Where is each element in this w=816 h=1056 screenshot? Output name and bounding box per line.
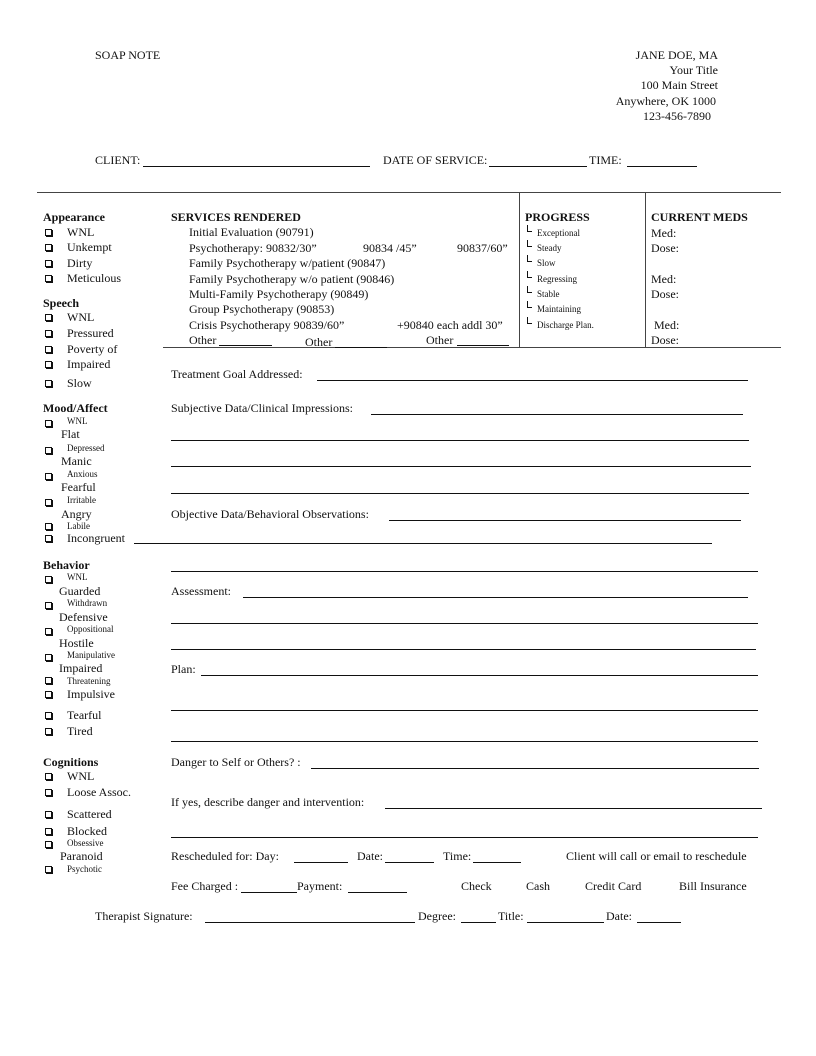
assessment-field[interactable] xyxy=(243,597,748,598)
cognitions-scattered-checkbox[interactable] xyxy=(45,811,52,818)
progress-heading: PROGRESS xyxy=(525,210,590,224)
treatment-goal-field[interactable] xyxy=(317,380,748,381)
progress-slow-checkbox[interactable] xyxy=(527,255,532,262)
behavior-tearful-label: Tearful xyxy=(67,708,102,722)
dose-2-label: Dose: xyxy=(651,287,679,301)
appearance-unkempt-label: Unkempt xyxy=(67,240,112,254)
med-3-label: Med: xyxy=(654,318,680,332)
cognitions-obsessive-checkbox[interactable] xyxy=(45,841,52,848)
subjective-line-3[interactable] xyxy=(171,466,751,467)
progress-maintaining-checkbox[interactable] xyxy=(527,301,532,308)
behavior-tearful-checkbox[interactable] xyxy=(45,712,52,719)
appearance-meticulous-label: Meticulous xyxy=(67,271,121,285)
fee-field[interactable] xyxy=(241,892,297,893)
service-other-2: Other xyxy=(305,335,333,349)
progress-stable-checkbox[interactable] xyxy=(527,286,532,293)
if-yes-field[interactable] xyxy=(385,808,762,809)
mood-heading: Mood/Affect xyxy=(43,401,108,415)
treatment-goal-label: Treatment Goal Addressed: xyxy=(171,367,303,381)
sig-date-label: Date: xyxy=(606,909,632,923)
behavior-manipulative-checkbox[interactable] xyxy=(45,654,52,661)
plan-label: Plan: xyxy=(171,662,196,676)
progress-exceptional-checkbox[interactable] xyxy=(527,225,532,232)
speech-slow-checkbox[interactable] xyxy=(45,380,52,387)
plan-line-2[interactable] xyxy=(171,710,758,711)
fee-label: Fee Charged : xyxy=(171,879,239,893)
mood-wnl-label: WNL xyxy=(67,416,88,426)
mood-incongruent-checkbox[interactable] xyxy=(45,535,52,542)
address-street: 100 Main Street xyxy=(640,78,718,92)
payment-check[interactable]: Check xyxy=(461,879,492,893)
behavior-hostile-label: Hostile xyxy=(59,636,94,650)
cognitions-blocked-label: Blocked xyxy=(67,824,107,838)
mood-depressed-label: Depressed xyxy=(67,443,105,453)
reschedule-note: Client will call or email to reschedule xyxy=(566,849,747,863)
payment-credit-card[interactable]: Credit Card xyxy=(585,879,642,893)
behavior-wnl-checkbox[interactable] xyxy=(45,576,52,583)
subjective-line-4[interactable] xyxy=(171,493,749,494)
service-crisis-addl: +90840 each addl 30” xyxy=(397,318,503,332)
address-city: Anywhere, OK 1000 xyxy=(615,94,716,108)
speech-wnl-checkbox[interactable] xyxy=(45,314,52,321)
mood-irritable-label: Irritable xyxy=(67,495,96,505)
behavior-impaired-label: Impaired xyxy=(59,661,103,675)
payment-bill-insurance[interactable]: Bill Insurance xyxy=(679,879,747,893)
therapist-title: Your Title xyxy=(669,63,718,77)
behavior-impulsive-checkbox[interactable] xyxy=(45,691,52,698)
top-divider xyxy=(37,192,781,193)
progress-stable-label: Stable xyxy=(537,289,560,299)
plan-field[interactable] xyxy=(201,675,758,676)
date-of-service-label: DATE OF SERVICE: xyxy=(383,153,488,167)
appearance-unkempt-checkbox[interactable] xyxy=(45,244,52,251)
cognitions-obsessive-label: Obsessive xyxy=(67,838,104,848)
if-yes-label: If yes, describe danger and intervention: xyxy=(171,795,365,809)
behavior-guarded-label: Guarded xyxy=(59,584,101,598)
service-group: Group Psychotherapy (90853) xyxy=(189,302,335,316)
objective-label: Objective Data/Behavioral Observations: xyxy=(171,507,369,521)
cognitions-wnl-checkbox[interactable] xyxy=(45,773,52,780)
progress-regressing-label: Regressing xyxy=(537,274,577,284)
subjective-line-2[interactable] xyxy=(171,440,749,441)
speech-impaired-label: Impaired xyxy=(67,357,111,371)
med-2-label: Med: xyxy=(651,272,677,286)
progress-exceptional-label: Exceptional xyxy=(537,228,580,238)
incongruent-field[interactable] xyxy=(134,543,712,544)
objective-field[interactable] xyxy=(389,520,741,521)
behavior-impulsive-label: Impulsive xyxy=(67,687,115,701)
sig-title-field[interactable] xyxy=(527,922,604,923)
time-field[interactable] xyxy=(627,166,697,167)
mood-labile-checkbox[interactable] xyxy=(45,523,52,530)
cognitions-paranoid-label: Paranoid xyxy=(60,849,103,863)
service-other-3: Other xyxy=(426,333,454,347)
danger-label: Danger to Self or Others? : xyxy=(171,755,301,769)
reschedule-date-label: Date: xyxy=(357,849,383,863)
mood-labile-label: Labile xyxy=(67,521,90,531)
reschedule-date-field[interactable] xyxy=(385,862,434,863)
degree-field[interactable] xyxy=(461,922,496,923)
speech-wnl-label: WNL xyxy=(67,310,95,324)
if-yes-line-2[interactable] xyxy=(171,837,758,838)
service-psychotherapy: Psychotherapy: 90832/30” xyxy=(189,241,317,255)
service-psy-45: 90834 /45” xyxy=(363,241,417,255)
speech-impaired-checkbox[interactable] xyxy=(45,361,52,368)
behavior-threatening-checkbox[interactable] xyxy=(45,677,52,684)
dose-3-label: Dose: xyxy=(651,333,679,347)
reschedule-time-field[interactable] xyxy=(473,862,521,863)
cognitions-heading: Cognitions xyxy=(43,755,99,769)
service-other-3-field[interactable] xyxy=(457,345,509,346)
plan-line-3[interactable] xyxy=(171,741,758,742)
service-other-2-field[interactable] xyxy=(335,347,387,348)
progress-regressing-checkbox[interactable] xyxy=(527,271,532,278)
behavior-threatening-label: Threatening xyxy=(67,676,111,686)
service-other-1: Other xyxy=(189,333,217,347)
reschedule-time-label: Time: xyxy=(443,849,472,863)
speech-heading: Speech xyxy=(43,296,79,310)
sig-date-field[interactable] xyxy=(637,922,681,923)
cognitions-wnl-label: WNL xyxy=(67,769,95,783)
progress-slow-label: Slow xyxy=(537,258,556,268)
cognitions-psychotic-label: Psychotic xyxy=(67,864,102,874)
subjective-field[interactable] xyxy=(371,414,743,415)
service-multi-family: Multi-Family Psychotherapy (90849) xyxy=(189,287,369,301)
cognitions-loose-label: Loose Assoc. xyxy=(67,785,131,799)
service-crisis: Crisis Psychotherapy 90839/60” xyxy=(189,318,345,332)
assessment-line-2[interactable] xyxy=(171,623,758,624)
mood-anxious-label: Anxious xyxy=(67,469,98,479)
behavior-defensive-label: Defensive xyxy=(59,610,108,624)
service-family-without: Family Psychotherapy w/o patient (90846) xyxy=(189,272,395,286)
speech-poverty-label: Poverty of xyxy=(67,342,118,356)
behavior-heading: Behavior xyxy=(43,558,90,572)
service-family-with: Family Psychotherapy w/patient (90847) xyxy=(189,256,386,270)
progress-discharge-checkbox[interactable] xyxy=(527,317,532,324)
services-heading: SERVICES RENDERED xyxy=(171,210,301,224)
appearance-dirty-label: Dirty xyxy=(67,256,93,270)
mood-wnl-checkbox[interactable] xyxy=(45,420,52,427)
mood-incongruent-label: Incongruent xyxy=(67,531,125,545)
dose-1-label: Dose: xyxy=(651,241,679,255)
objective-line-3[interactable] xyxy=(171,571,758,572)
assessment-line-3[interactable] xyxy=(171,649,756,650)
sig-title-label: Title: xyxy=(498,909,524,923)
appearance-meticulous-checkbox[interactable] xyxy=(45,275,52,282)
degree-label: Degree: xyxy=(418,909,456,923)
speech-poverty-checkbox[interactable] xyxy=(45,346,52,353)
mood-angry-label: Angry xyxy=(61,507,92,521)
reschedule-day-field[interactable] xyxy=(294,862,348,863)
date-of-service-field[interactable] xyxy=(489,166,587,167)
appearance-dirty-checkbox[interactable] xyxy=(45,260,52,267)
service-psy-60: 90837/60” xyxy=(457,241,508,255)
speech-slow-label: Slow xyxy=(67,376,92,390)
cognitions-loose-checkbox[interactable] xyxy=(45,789,52,796)
assessment-label: Assessment: xyxy=(171,584,231,598)
behavior-tired-checkbox[interactable] xyxy=(45,728,52,735)
behavior-oppositional-checkbox[interactable] xyxy=(45,628,52,635)
document-title: SOAP NOTE xyxy=(95,48,161,62)
cognitions-scattered-label: Scattered xyxy=(67,807,112,821)
behavior-withdrawn-checkbox[interactable] xyxy=(45,602,52,609)
subjective-label: Subjective Data/Clinical Impressions: xyxy=(171,401,353,415)
progress-discharge-label: Discharge Plan. xyxy=(537,320,594,330)
signature-field[interactable] xyxy=(205,922,415,923)
mood-depressed-checkbox[interactable] xyxy=(45,447,52,454)
client-field[interactable] xyxy=(143,166,370,167)
mood-fearful-label: Fearful xyxy=(61,480,96,494)
mood-flat-label: Flat xyxy=(61,427,80,441)
time-label: TIME: xyxy=(589,153,622,167)
speech-pressured-label: Pressured xyxy=(67,326,114,340)
cognitions-blocked-checkbox[interactable] xyxy=(45,828,52,835)
danger-field[interactable] xyxy=(311,768,759,769)
progress-steady-label: Steady xyxy=(537,243,562,253)
meds-heading: CURRENT MEDS xyxy=(651,210,748,224)
speech-pressured-checkbox[interactable] xyxy=(45,330,52,337)
cognitions-psychotic-checkbox[interactable] xyxy=(45,866,52,873)
services-bottom-divider xyxy=(163,347,781,348)
client-label: CLIENT: xyxy=(95,153,141,167)
service-initial-eval: Initial Evaluation (90791) xyxy=(189,225,314,239)
progress-divider xyxy=(519,192,520,348)
appearance-heading: Appearance xyxy=(43,210,105,224)
mood-irritable-checkbox[interactable] xyxy=(45,499,52,506)
behavior-manipulative-label: Manipulative xyxy=(67,650,115,660)
meds-divider xyxy=(645,192,646,348)
appearance-wnl-label: WNL xyxy=(67,225,95,239)
progress-steady-checkbox[interactable] xyxy=(527,240,532,247)
phone-number: 123-456-7890 xyxy=(643,109,711,123)
signature-label: Therapist Signature: xyxy=(95,909,193,923)
behavior-withdrawn-label: Withdrawn xyxy=(67,598,108,608)
behavior-wnl-label: WNL xyxy=(67,572,88,582)
reschedule-label: Rescheduled for: Day: xyxy=(171,849,279,863)
appearance-wnl-checkbox[interactable] xyxy=(45,229,52,236)
mood-manic-label: Manic xyxy=(61,454,92,468)
therapist-name: JANE DOE, MA xyxy=(635,48,718,62)
payment-cash[interactable]: Cash xyxy=(526,879,550,893)
payment-field[interactable] xyxy=(348,892,407,893)
progress-maintaining-label: Maintaining xyxy=(537,304,581,314)
med-1-label: Med: xyxy=(651,226,677,240)
service-other-1-field[interactable] xyxy=(219,345,272,346)
payment-label: Payment: xyxy=(297,879,343,893)
behavior-oppositional-label: Oppositional xyxy=(67,624,114,634)
behavior-tired-label: Tired xyxy=(67,724,93,738)
mood-anxious-checkbox[interactable] xyxy=(45,473,52,480)
